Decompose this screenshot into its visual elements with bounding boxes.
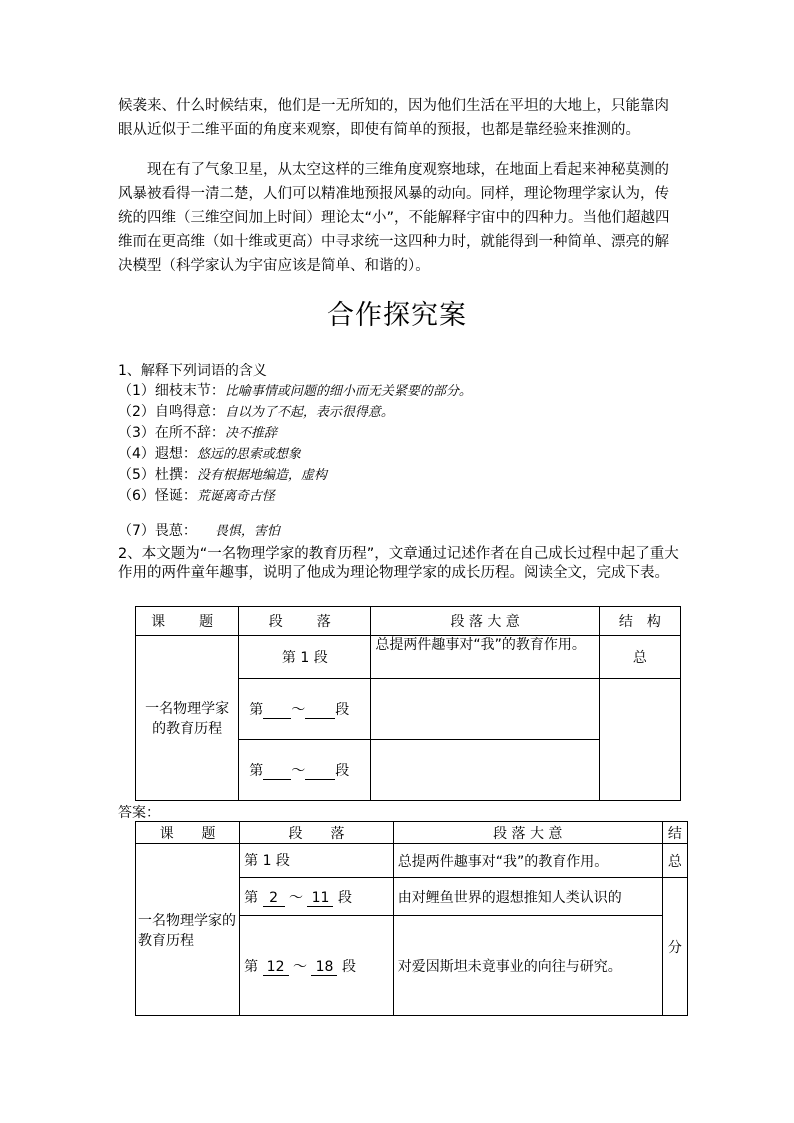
main-idea-cell: 总提两件趣事对“我”的教育作用。 <box>371 636 599 679</box>
definition: 没有根据地编造，虚构 <box>196 468 327 483</box>
definition: 荒诞离奇古怪 <box>196 489 275 504</box>
range-separator: ～ <box>291 702 306 718</box>
topic-cell: 一名物理学家的教育历程 <box>136 844 240 1016</box>
from-blank[interactable] <box>263 702 291 719</box>
paragraph-cell: 第 1 段 <box>239 636 371 679</box>
paragraph-prefix: 第 <box>244 889 259 906</box>
from-blank[interactable] <box>263 763 291 780</box>
topic-cell: 一名物理学家的教育历程 <box>136 636 239 801</box>
header-main-idea: 段 落 大 意 <box>371 607 599 636</box>
paragraph-cell: 第 1 段 <box>240 844 394 878</box>
answer-label: 答案： <box>118 805 160 821</box>
term: （5）杜撰： <box>118 467 197 483</box>
paragraph-cell: 第 2 ～ 11 段 <box>240 878 394 916</box>
list-item <box>118 401 394 421</box>
paragraph-blank-cell <box>239 679 371 740</box>
main-idea-blank-cell[interactable] <box>371 740 599 801</box>
paragraph-suffix: 段 <box>341 958 356 975</box>
term: （6）怪诞： <box>118 488 197 504</box>
exercise-table <box>135 606 681 801</box>
definition: 自以为了不起，表示很得意。 <box>224 405 394 420</box>
section-title: 合作探究案 <box>327 300 467 331</box>
header-structure: 结 <box>662 822 687 844</box>
header-structure: 结 构 <box>599 607 680 636</box>
from-value: 2 <box>263 890 285 907</box>
paragraph-cell: 第 12 ～ 18 段 <box>240 916 394 1016</box>
structure-cell: 分 <box>662 878 687 1016</box>
term: （7）畏葸： <box>118 523 197 539</box>
term: （3）在所不辞： <box>118 425 225 441</box>
definition: 决不推辞 <box>224 426 277 441</box>
paragraph-prefix: 第 <box>249 702 264 718</box>
list-item <box>118 422 277 442</box>
paragraph-suffix: 段 <box>335 702 350 718</box>
term: （4）遐想： <box>118 446 197 462</box>
term: （2）自鸣得意： <box>118 404 225 420</box>
structure-cell: 总 <box>662 844 687 878</box>
list-item <box>118 485 275 505</box>
main-idea-cell: 总提两件趣事对“我”的教育作用。 <box>393 844 662 878</box>
main-idea-cell: 由对鲤鱼世界的遐想推知人类认识的 <box>393 878 662 916</box>
definition: 畏惧，害怕 <box>214 524 280 539</box>
to-blank[interactable] <box>305 763 335 780</box>
header-paragraph: 段 落 <box>239 607 371 636</box>
paragraph-prefix: 第 <box>244 958 259 975</box>
to-blank[interactable] <box>305 702 335 719</box>
main-idea-cell: 对爱因斯坦未竟事业的向往与研究。 <box>393 916 662 1016</box>
structure-cell: 总 <box>599 636 680 679</box>
table-row <box>136 636 681 679</box>
intro-paragraph-2: 现在有了气象卫星，从太空这样的三维角度观察地球，在地面上看起来神秘莫测的风暴被看得一清二楚，人们可以精准地预报风暴的动向。同样，理论物理学家认为，传统的四维（三维空间加上时间）理论太“小”，不能解释宇宙中的四种力。当他们超越四维而在更高维（如十维或更高）中寻求统一这四种力时，就能得到一种简单、漂亮的解决模型（科学家认为宇宙应该是简单、和谐的）。 <box>118 162 670 274</box>
structure-blank-cell[interactable] <box>599 679 680 801</box>
list-item <box>118 520 280 540</box>
paragraph-prefix: 第 <box>249 763 264 779</box>
term: （1）细枝末节： <box>118 383 225 399</box>
answer-table <box>135 821 688 1016</box>
list-item <box>118 380 472 400</box>
question-2-prompt: 2、本文题为“一名物理学家的教育历程”，文章通过记述作者在自己成长过程中起了重大作用的两件童年趣事，说明了他成为理论物理学家的成长历程。阅读全文，完成下表。 <box>118 546 679 581</box>
paragraph-suffix: 段 <box>335 763 350 779</box>
question-1-heading: 1、解释下列词语的含义 <box>118 363 267 379</box>
header-topic: 课 题 <box>136 607 239 636</box>
paragraph-suffix: 段 <box>337 889 352 906</box>
definition: 比喻事情或问题的细小而无关紧要的部分。 <box>224 384 472 399</box>
intro-paragraph-1: 候袭来、什么时候结束，他们是一无所知的，因为他们生活在平坦的大地上，只能靠肉眼从近似于二维平面的角度来观察，即使有简单的预报，也都是靠经验来推测的。 <box>118 98 669 138</box>
list-item <box>118 443 301 463</box>
range-separator: ～ <box>291 763 306 779</box>
header-main-idea: 段 落 大 意 <box>393 822 662 844</box>
header-topic: 课 题 <box>136 822 240 844</box>
to-value: 18 <box>311 959 337 976</box>
definition: 悠远的思索或想象 <box>196 447 301 462</box>
main-idea-blank-cell[interactable] <box>371 679 599 740</box>
table-row <box>136 844 688 878</box>
to-value: 11 <box>307 890 333 907</box>
paragraph-blank-cell <box>239 740 371 801</box>
from-value: 12 <box>263 959 289 976</box>
list-item <box>118 464 327 484</box>
header-paragraph: 段 落 <box>240 822 394 844</box>
